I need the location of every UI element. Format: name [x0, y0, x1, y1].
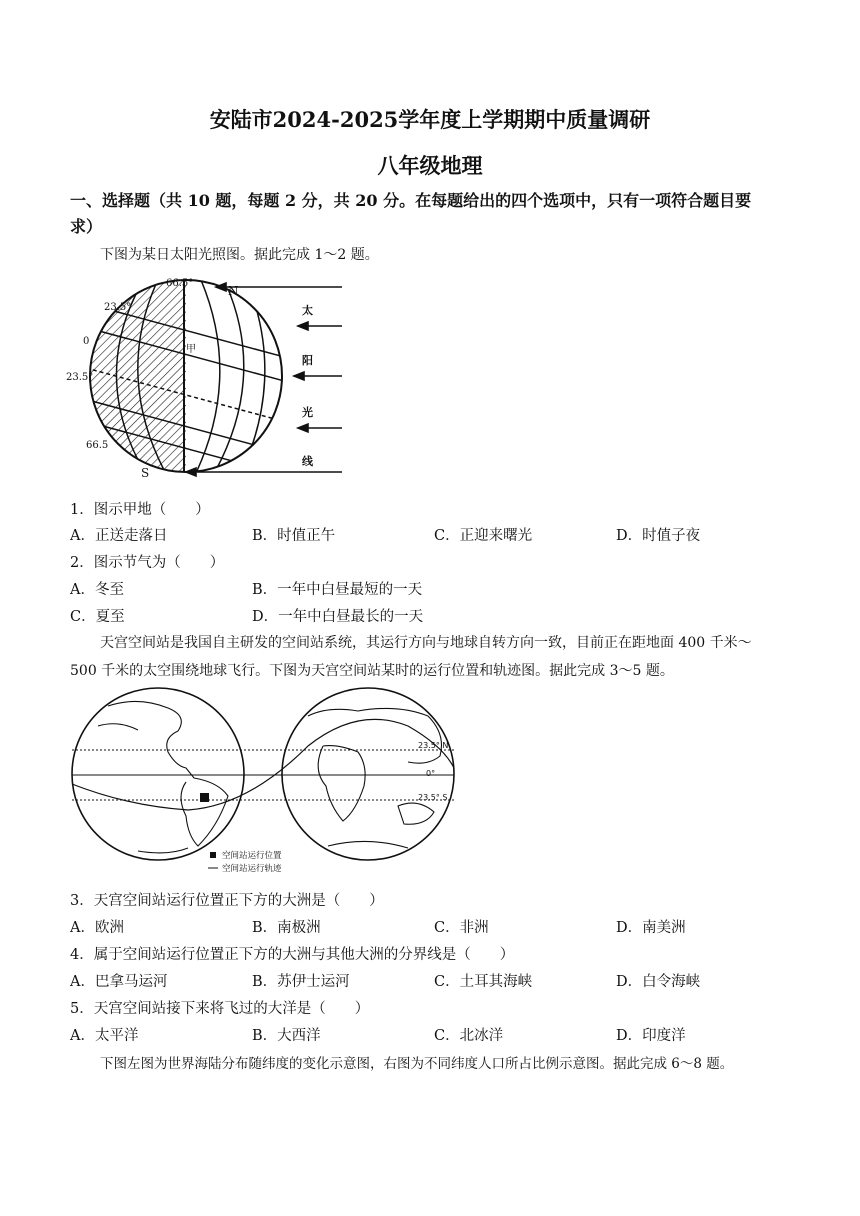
q1-option-a[interactable]: A．正送走落日 — [70, 528, 168, 544]
svg-text:23.5° N: 23.5° N — [418, 741, 449, 750]
intro-q6-8: 下图左图为世界海陆分布随纬度的变化示意图，右图为不同纬度人口所占比例示意图。据此完成 6～8 题。 — [100, 1056, 734, 1072]
q5-option-d[interactable]: D．印度洋 — [616, 1028, 686, 1044]
q2-option-d[interactable]: D．一年中白昼最长的一天 — [252, 609, 424, 625]
q3-option-c[interactable]: C．非洲 — [434, 920, 489, 936]
q2-option-b[interactable]: B．一年中白昼最短的一天 — [252, 582, 423, 598]
sun-label: 太 — [302, 304, 313, 317]
australia-outline — [398, 803, 434, 824]
station-position-marker — [200, 793, 209, 802]
svg-text:0: 0 — [83, 336, 90, 347]
intro-q3-5-line1: 天宫空间站是我国自主研发的空间站系统，其运行方向与地球自转方向一致，目前正在距地面 400 千米～ — [100, 635, 752, 651]
q3-option-a[interactable]: A．欧洲 — [70, 920, 124, 936]
sun-label: 光 — [302, 406, 313, 419]
intro-q1-2: 下图为某日太阳光照图。据此完成 1～2 题。 — [100, 247, 379, 263]
legend-position-label: 空间站运行位置 — [222, 851, 282, 861]
intro-q3-5-line2: 500 千米的太空围绕地球飞行。下图为天宫空间站某时的运行位置和轨迹图。据此完成 3～5 题。 — [70, 663, 674, 679]
svg-text:66.5: 66.5 — [86, 440, 109, 451]
q5-option-a[interactable]: A．太平洋 — [70, 1028, 139, 1044]
q5-option-b[interactable]: B．大西洋 — [252, 1028, 321, 1044]
q4-option-c[interactable]: C．土耳其海峡 — [434, 974, 533, 990]
sun-label: 线 — [302, 455, 313, 468]
q5-option-c[interactable]: C．北冰洋 — [434, 1028, 504, 1044]
south-pole-label: S — [141, 466, 150, 480]
q4-option-d[interactable]: D．白令海峡 — [616, 974, 701, 990]
q2-option-a[interactable]: A．冬至 — [70, 582, 124, 598]
q3-option-b[interactable]: B．南极洲 — [252, 920, 321, 936]
q1-option-d[interactable]: D．时值子夜 — [616, 528, 701, 544]
section-heading-cont: 求） — [70, 217, 103, 236]
svg-text:23.5°: 23.5° — [104, 302, 132, 313]
q2-option-c[interactable]: C．夏至 — [70, 609, 125, 625]
night-side — [86, 270, 186, 485]
north-pole-label: N — [228, 284, 239, 298]
legend-marker-icon — [210, 852, 216, 858]
q1-option-c[interactable]: C．正迎来曙光 — [434, 528, 533, 544]
q1-option-b[interactable]: B．时值正午 — [252, 528, 336, 544]
eurasia-outline — [308, 708, 442, 763]
question-5: 5．天宫空间站接下来将飞过的大洋是（ ） — [70, 1001, 370, 1017]
question-3: 3．天宫空间站运行位置正下方的大洲是（ ） — [70, 893, 384, 909]
western-hemisphere — [72, 688, 244, 860]
svg-text:23.5° S: 23.5° S — [418, 793, 448, 802]
page-subtitle: 八年级地理 — [377, 153, 483, 178]
section-heading: 一、选择题（共 10 题，每题 2 分，共 20 分。在每题给出的四个选项中，只有一项符合题目要 — [70, 191, 752, 210]
question-1: 1．图示甲地（ ） — [70, 502, 210, 518]
legend-trajectory-label: 空间站运行轨迹 — [222, 864, 282, 874]
americas-outline — [108, 701, 228, 846]
q4-option-a[interactable]: A．巴拿马运河 — [70, 974, 168, 990]
svg-text:66.5°: 66.5° — [166, 278, 194, 289]
sun-label: 阳 — [302, 354, 313, 367]
svg-text:0°: 0° — [426, 769, 436, 778]
antarctica-outline — [328, 841, 408, 848]
question-4: 4．属于空间站运行位置正下方的大洲与其他大洲的分界线是（ ） — [70, 947, 515, 963]
point-jia-label: 甲 — [186, 344, 196, 355]
q3-option-d[interactable]: D．南美洲 — [616, 920, 686, 936]
question-2: 2．图示节气为（ ） — [70, 555, 225, 571]
station-trajectory — [72, 719, 454, 810]
sunlight-diagram — [66, 270, 346, 485]
africa-outline — [318, 746, 365, 821]
page-title: 安陆市2024-2025学年度上学期期中质量调研 — [209, 107, 651, 132]
space-station-map — [68, 686, 468, 878]
q4-option-b[interactable]: B．苏伊士运河 — [252, 974, 350, 990]
svg-text:23.5°: 23.5° — [66, 372, 94, 383]
